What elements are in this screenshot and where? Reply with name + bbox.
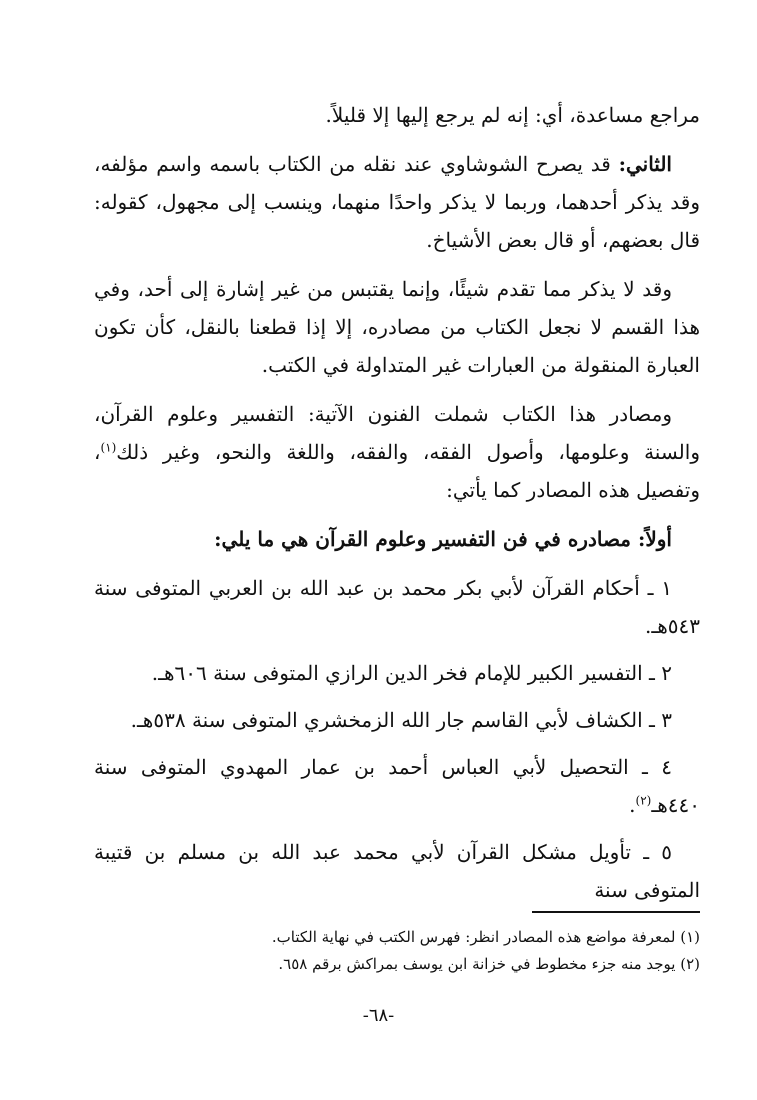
footnote-ref-2[interactable]: (٢) [635, 793, 652, 808]
paragraph-sources [94, 395, 700, 509]
second-label: الثاني: [618, 152, 672, 176]
list-item: ٣ ـ الكشاف لأبي القاسم جار الله الزمخشري المتوفى سنة ٥٣٨هـ. [130, 708, 672, 732]
list-item: ١ ـ أحكام القرآن لأبي بكر محمد بن عبد الله بن العربي المتوفى سنة ٥٤٣هـ. [94, 576, 700, 638]
footnote-ref-1[interactable]: (١) [100, 440, 117, 455]
list-item-tail: . [629, 793, 636, 817]
page-number: -٦٨- [362, 1005, 395, 1026]
list-item [94, 748, 700, 824]
paragraph-second [94, 145, 700, 259]
section-heading: أولاً: مصادره في فن التفسير وعلوم القرآن هي ما يلي: [214, 527, 672, 551]
list-item-text: ٤ ـ التحصيل لأبي العباس أحمد بن عمار المهدوي المتوفى سنة ٤٤٠هـ [94, 755, 700, 817]
footnote-2: (٢) يوجد منه جزء مخطوط في خزانة ابن يوسف بمراكش برقم ٦٥٨. [278, 955, 700, 973]
second-text: قد يصرح الشوشاوي عند نقله من الكتاب باسمه واسم مؤلفه، وقد يذكر أحدهما، وربما لا يذكر واحدًا منهما، وينسب إلى مجهول، كقوله: قال بعضهم، أو قال بعض الأشياخ. [94, 152, 700, 252]
paragraph-third: وقد لا يذكر مما تقدم شيئًا، وإنما يقتبس من غير إشارة إلى أحد، وفي هذا القسم لا نجعل الكتاب من مصادره، إلا إذا قطعنا بالنقل، كأن تكون العبارة المنقولة من العبارات غير المتداولة في الكتب. [94, 277, 700, 377]
list-item: ٥ ـ تأويل مشكل القرآن لأبي محمد عبد الله بن مسلم بن قتيبة المتوفى سنة [94, 840, 700, 902]
footnotes [94, 924, 700, 978]
footnote-divider [532, 911, 700, 913]
intro-line: مراجع مساعدة، أي: إنه لم يرجع إليها إلا قليلاً. [325, 103, 700, 127]
main-text [94, 96, 700, 918]
footnote-1: (١) لمعرفة مواضع هذه المصادر انظر: فهرس الكتب في نهاية الكتاب. [271, 928, 700, 946]
list-item: ٢ ـ التفسير الكبير للإمام فخر الدين الرازي المتوفى سنة ٦٠٦هـ. [151, 661, 672, 685]
sources-text: ومصادر هذا الكتاب شملت الفنون الآتية: التفسير وعلوم القرآن، والسنة وعلومها، وأصول الفقه، والفقه، واللغة والنحو، وغير ذلك [94, 402, 700, 464]
sources-tail: ، وتفصيل هذه المصادر كما يأتي: [94, 440, 700, 502]
